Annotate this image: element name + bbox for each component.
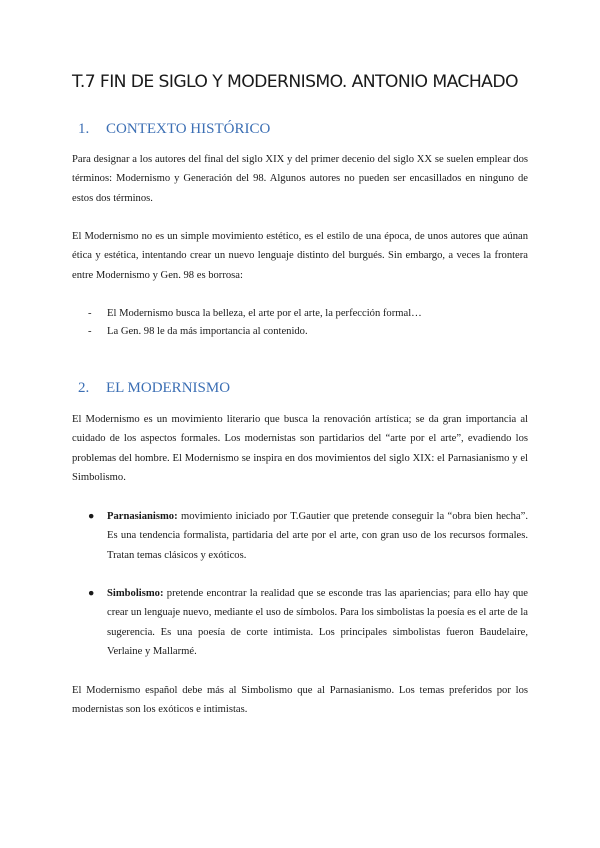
bullet-term: Simbolismo: bbox=[107, 588, 164, 599]
section-number: 2. bbox=[78, 380, 90, 396]
bullet-text bbox=[107, 584, 528, 661]
section-heading-modernismo bbox=[78, 380, 230, 397]
bullet-term: Parnasianismo: bbox=[107, 511, 178, 522]
section-number: 1. bbox=[78, 121, 90, 137]
list-item bbox=[88, 304, 528, 323]
dash-marker: - bbox=[88, 308, 92, 319]
bullet-icon: ● bbox=[88, 511, 95, 522]
bullet-description: movimiento iniciado por T.Gautier que pretende conseguir la “obra bien hecha”. Es una tendencia formalista, partidaria del arte por el arte, con gran uso de los recursos formales. Tratan temas clásicos y exóticos. bbox=[107, 511, 528, 561]
list-item-text: La Gen. 98 le da más importancia al contenido. bbox=[107, 326, 308, 337]
paragraph: El Modernismo no es un simple movimiento estético, es el estilo de una época, de unos autores que aúnan ética y estética, intentando crear un nuevo lenguaje distinto del burgués. Sin embargo, a veces la frontera entre Modernismo y Gen. 98 es borrosa: bbox=[72, 231, 528, 281]
bullet-description: pretende encontrar la realidad que se esconde tras las apariencias; para ello hay que crear un lenguaje nuevo, mediante el uso de símbolos. Para los simbolistas la poesía es el arte de la sugerencia. Es una poesía de corte intimista. Los principales simbolistas fueron Baudelaire, Verlaine y Mallarmé. bbox=[107, 588, 528, 657]
paragraph: El Modernismo es un movimiento literario que busca la renovación artística; se da gran importancia al cuidado de los aspectos formales. Los modernistas son partidarios del “arte por el arte”, evadiendo los problemas del hombre. El Modernismo se inspira en dos movimientos del siglo XIX: el Parnasianismo y el Simbolismo. bbox=[72, 414, 528, 483]
section-heading-contexto bbox=[78, 121, 270, 138]
paragraph: Para designar a los autores del final del siglo XIX y del primer decenio del siglo XX se suelen emplear dos términos: Modernismo y Generación del 98. Algunos autores no pueden ser encasillados en ninguno de estos dos términos. bbox=[72, 154, 528, 204]
section-title: CONTEXTO HISTÓRICO bbox=[106, 121, 271, 137]
section-title: EL MODERNISMO bbox=[106, 380, 231, 396]
bullet-text bbox=[107, 507, 528, 565]
dash-marker: - bbox=[88, 326, 92, 337]
document-title: T.7 FIN DE SIGLO Y MODERNISMO. ANTONIO MACHADO bbox=[72, 72, 518, 92]
list-item-text: El Modernismo busca la belleza, el arte por el arte, la perfección formal… bbox=[107, 308, 422, 319]
paragraph: El Modernismo español debe más al Simbolismo que al Parnasianismo. Los temas preferidos por los modernistas son los exóticos e intimistas. bbox=[72, 685, 528, 716]
list-item bbox=[88, 322, 528, 341]
bullet-icon: ● bbox=[88, 588, 95, 599]
